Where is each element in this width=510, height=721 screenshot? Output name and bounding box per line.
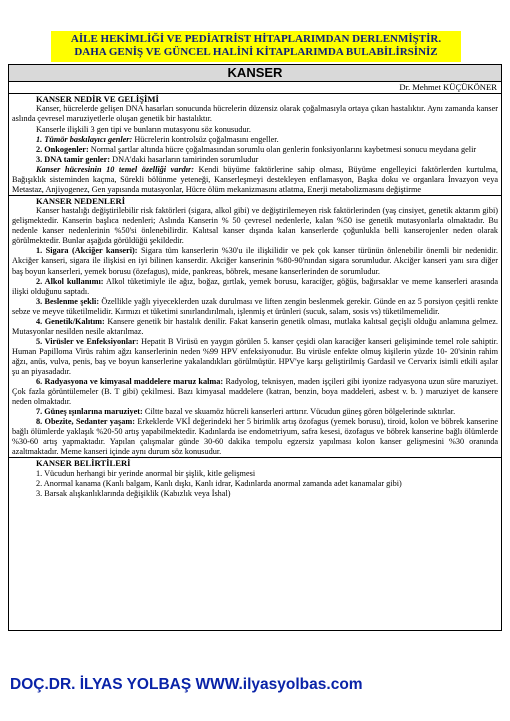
footer-signature: DOÇ.DR. İLYAS YOLBAŞ WWW.ilyasyolbas.com	[10, 676, 363, 693]
symptom-item: 3. Barsak alışkanlıklarında değişiklik (Kabızlık veya İshal)	[36, 488, 231, 498]
cause-item: 5. Virüsler ve Enfeksiyonlar: Hepatit B Virüsü en yaygın görülen 5. kanser çeşidi olan karaciğer kanseri gelişiminde temel role sahiptir. Human Papilloma Virüs rahim ağzı kanserlerinin neden %99 HPV enfeksiyonudur. Bu virüsle enfekte olmuş kişilerin yüzde 10- 20'sinin rahim ağzı, anüs, vulva, penis, baş ve boyun kanserlerine yakalandıkları görülmüştür. HPV'ye karşı geliştirilmiş Gardasil ve Cervarix isimli etkili aşılar şu an piyasadadır.	[12, 336, 499, 376]
cause-item: 7. Güneş ışınlarına maruziyet: Ciltte bazal ve skuamöz hücreli kanserleri arttırır. Vücudun güneş gören bölgelerinde sıktırlar.	[36, 407, 456, 417]
cause-item: 4. Genetik/Kalıtım: Kansere genetik bir hastalık denilir. Fakat kanserin genetik olması, mutlaka kalıtsal geçişli olduğu anlamına gelmez. Mutasyonlar nesilden nesile aktarılmaz.	[12, 316, 498, 336]
section-heading: KANSER NEDENLERİ	[36, 195, 126, 206]
section-causes	[9, 195, 501, 458]
paragraph: Kanserle ilişkili 3 gen tipi ve bunların mutasyonu söz konusudur.	[36, 124, 251, 134]
author-name: Dr. Mehmet KÜÇÜKÖNER	[399, 82, 497, 92]
section-heading: KANSER BELİRTİLERİ	[36, 458, 131, 469]
paragraph: Kanser hastalığı değiştirilebilir risk faktörleri (sigara, alkol gibi) ve değiştirilemeyen risk faktörlerinden (yaş cinsiyet, genetik aktarım gibi) gelişmektedir. Kanserin başlıca nedenleri; Aslında Kanserin % 50 çevresel nedenlerle, kalan %50 ise genetik mutasyonlarla olmaktadır. Bu nedenle kanser nedenlerinin %50'si önlenebilirdir. Kalıtsal kanser dışında kalan kanserlerde çoğunlukla belli kanserojenler neden olarak görülmektedir. Bunlar aşağıda görüldüğü şekildedir.	[12, 206, 498, 246]
section-heading: KANSER NEDİR VE GELİŞİMİ	[36, 94, 159, 104]
gene-item: 1. Tümör baskılayıcı genler: Hücrelerin kontrolsüz çoğalmasını engeller.	[36, 134, 279, 144]
gene-item: 3. DNA tamir genler: DNA'daki hasarların tamirinden sorumludur	[36, 154, 259, 164]
symptom-item: 2. Anormal kanama (Kanlı balgam, Kanlı dışkı, Kanlı idrar, Kadınlarda anormal zamanda adet kanamalar gibi)	[36, 478, 402, 488]
cause-item: 6. Radyasyona ve kimyasal maddelere maruz kalma: Radyolog, teknisyen, maden işçileri gibi iyonize radyasyona uzun süre maruziyet. Çok fazla görüntülemeler (B. T gibi) çekilmesi. Bazı kimyasal maddelere (katran, benzin, boya maddeleri, asbest v. b. ) maruziyet de kansere neden olmaktadır.	[12, 377, 499, 407]
gene-item: 2. Onkogenler: Normal şartlar altında hücre çoğalmasından sorumlu olan genlerin fonksiyonlarını kaybetmesi sonucu meydana gelir	[36, 144, 477, 154]
document-title: KANSER	[9, 65, 501, 82]
paragraph: Kanser, hücrelerde gelişen DNA hasarları sonucunda hücrelerin düzensiz olarak çoğalmasıyla ortaya çıkan hastalıktır. Aynı zamanda kanser aslında çevresel maruziyetlerle oluşan genetik bir hastalıktır.	[12, 104, 498, 124]
document-sheet	[8, 64, 502, 631]
cause-item: 2. Alkol kullanımı: Alkol tüketimiyle ile ağız, boğaz, gırtlak, yemek borusu, karaciğer, göğüs, bağırsaklar ve meme kanserleri arasında ilişki olduğunu saptadı.	[12, 276, 498, 296]
cause-item: 1. Sigara (Akciğer kanseri): Sigara tüm kanserlerin %30'u ile ilişkilidir ve pek çok kanser türünün önlenebilir önemli bir nedenidir. Akciğer kanseri, sigara ile ilişkisi en iyi bilinen kanserdir. Akciğer kanserinin %80-90'nından sigara sorumludur. Akciğer kanseri yanı sıra diğer baş boyun kanserleri, yemek borusu (özefagus), mide, pankreas, böbrek, mesane kanserlerinden de sorumludur.	[12, 246, 498, 276]
symptom-item: 1. Vücudun herhangi bir yerinde anormal bir şişlik, kitle gelişmesi	[36, 468, 256, 478]
section-symptoms	[9, 457, 501, 499]
paragraph: Kanser hücresinin 10 temel özelliği vardır: Kendi büyüme faktörlerine sahip olması, Büyüme engelleyici faktörlerden kurtulma, Bağışıklık sisteminden kaçma, Sürekli bölünme yeteneği, Kanserleşmeyi destekleyen enflamasyon, Başka doku ve organlara İnvazyon veya Metastaz, Anjiyogenez, Gen yapısında mutasyonlar, Hücre ölüm mekanizmasını atlatma, Enerji metabolizmasını değiştirme	[12, 164, 498, 194]
cause-item: 8. Obezite, Sedanter yaşam: Erkeklerde VKİ değerindeki her 5 birimlik artış özofagus (yemek borusu), tiroid, kolon ve böbrek kanserine bağlı ölümlerde yaklaşık %20-50 artış yapabilmektedir. Kadınlarda ise endometriyum, safra kesesi, özofagus ve böbrek kanserine bağlı ölümlerde %30-60 artış yapmaktadır. Yapılan çalışmalar günde 30-60 dakika tempolu egzersiz yapılması kolon kanser gelişmesini %30 oranında azaltmaktadır. Meme kanseri içinde aynı durum söz konusudur.	[12, 417, 498, 457]
banner-line-2: DAHA GENİŞ VE GÜNCEL HALİNİ KİTAPLARIMDA BULABİLİRSİNİZ	[74, 46, 438, 58]
section-definition	[9, 93, 501, 195]
cause-item: 3. Beslenme şekli: Özellikle yağlı yiyeceklerden uzak durulması ve liften zengin beslenmek gerekir. Günde en az 5 porsiyon çeşitli renkte sebze ve meyve tüketilmelidir. Kırmızı et tüketimi sınırlandırılmalı, işlenmiş et ürünleri (sucuk, salam, sosis vs) tüketilmemelidir.	[12, 296, 498, 316]
banner-line-1: AİLE HEKİMLİĞİ VE PEDİATRİST HİTAPLARIMDAN DERLENMİŞTİR.	[70, 33, 442, 45]
header-banner	[51, 31, 461, 62]
